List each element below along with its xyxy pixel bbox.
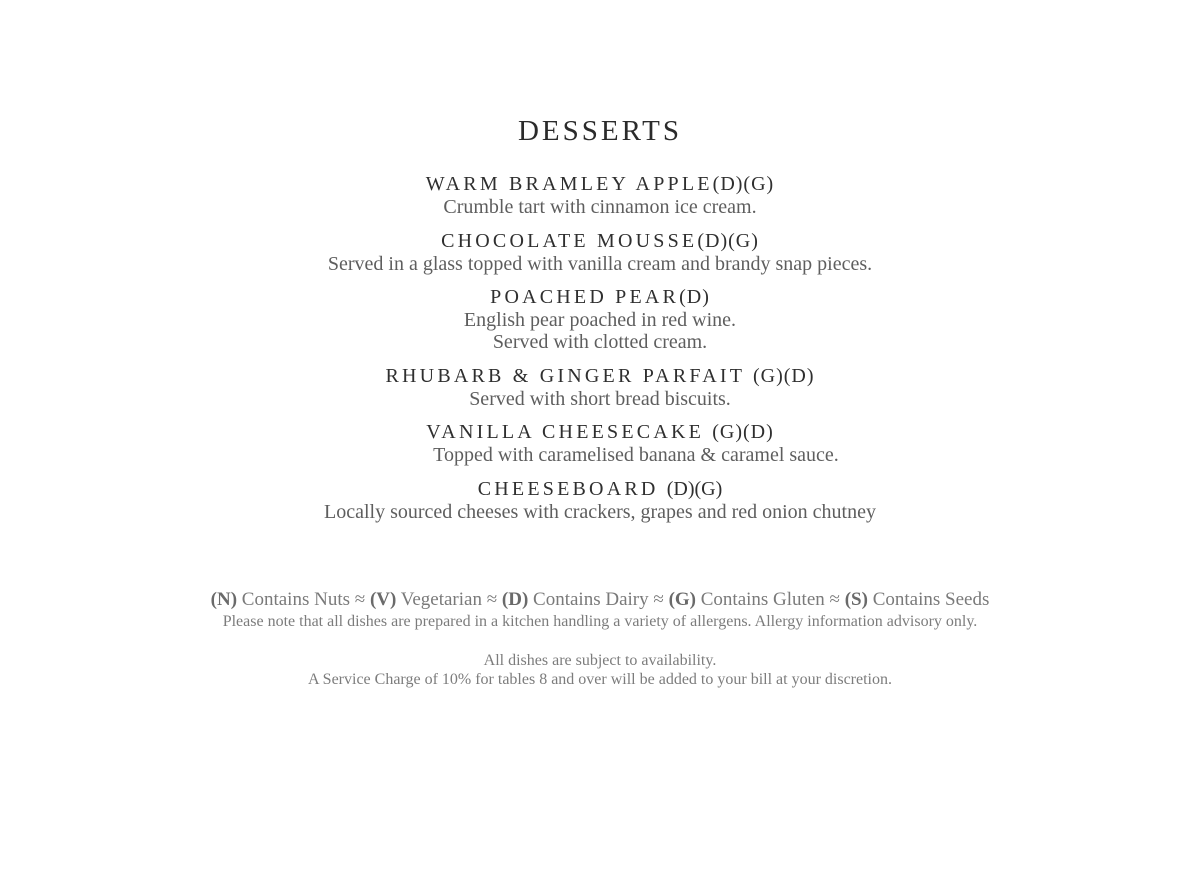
- dish-title: VANILLA CHEESECAKE: [426, 421, 713, 443]
- legend-code-gluten: (G): [668, 589, 696, 610]
- dish-title: CHOCOLATE MOUSSE: [441, 230, 698, 252]
- legend-separator: ≈: [829, 589, 845, 610]
- legend-label-nuts: Contains Nuts: [237, 589, 355, 610]
- dish-description: Served in a glass topped with vanilla cream and brandy snap pieces.: [327, 253, 873, 275]
- dish-allergen-tags: (G)(D): [712, 421, 774, 443]
- dish-description: Crumble tart with cinnamon ice cream.: [443, 196, 757, 218]
- legend-code-seeds: (S): [844, 589, 868, 610]
- dish-item: [0, 285, 1200, 353]
- dish-allergen-tags: (D)(G): [666, 478, 723, 500]
- dish-description: English pear poached in red wine.: [463, 309, 737, 331]
- dish-allergen-tags: (D): [679, 286, 710, 308]
- legend-code-dairy: (D): [501, 589, 529, 610]
- dish-name: [0, 420, 1200, 444]
- dish-item: [0, 229, 1200, 275]
- dish-description: Locally sourced cheeses with crackers, grapes and red onion chutney: [323, 501, 876, 523]
- dish-allergen-tags: (D)(G): [697, 230, 759, 252]
- dish-item: [0, 172, 1200, 218]
- legend-label-vegetarian: Vegetarian: [396, 589, 487, 610]
- section-title: DESSERTS: [517, 115, 683, 147]
- dish-description: Served with clotted cream.: [492, 331, 708, 353]
- dish-description: Topped with caramelised banana & caramel sauce.: [433, 444, 839, 466]
- dish-name: [0, 477, 1200, 501]
- legend-separator: ≈: [354, 589, 370, 610]
- allergen-note: Please note that all dishes are prepared in a kitchen handling a variety of allergens. Allergy information advisory only.: [222, 613, 978, 630]
- dish-title: RHUBARB & GINGER PARFAIT: [385, 365, 753, 387]
- dish-allergen-tags: (G)(D): [752, 365, 815, 387]
- dish-name: [0, 364, 1200, 388]
- availability-note: All dishes are subject to availability.: [483, 652, 717, 669]
- legend-separator: ≈: [486, 589, 502, 610]
- legend-label-dairy: Contains Dairy: [528, 589, 654, 610]
- dish-name: [0, 229, 1200, 253]
- dish-name: [0, 172, 1200, 196]
- dish-title: CHEESEBOARD: [477, 478, 667, 500]
- dish-item: [0, 420, 1200, 466]
- legend-label-gluten: Contains Gluten: [696, 589, 830, 610]
- legend-code-nuts: (N): [210, 589, 238, 610]
- dish-allergen-tags: (D)(G): [712, 173, 775, 195]
- dish-title: WARM BRAMLEY APPLE: [425, 173, 713, 195]
- legend-code-vegetarian: (V): [369, 589, 397, 610]
- legend-separator: ≈: [653, 589, 669, 610]
- dish-name: [0, 285, 1200, 309]
- legend-label-seeds: Contains Seeds: [867, 589, 990, 610]
- dish-item: [0, 364, 1200, 410]
- dish-description: Served with short bread biscuits.: [469, 388, 731, 410]
- service-charge-note: A Service Charge of 10% for tables 8 and over will be added to your bill at your discretion.: [308, 671, 892, 688]
- allergen-legend: [0, 588, 1200, 612]
- dish-item: [0, 477, 1200, 523]
- dish-title: POACHED PEAR: [490, 286, 680, 308]
